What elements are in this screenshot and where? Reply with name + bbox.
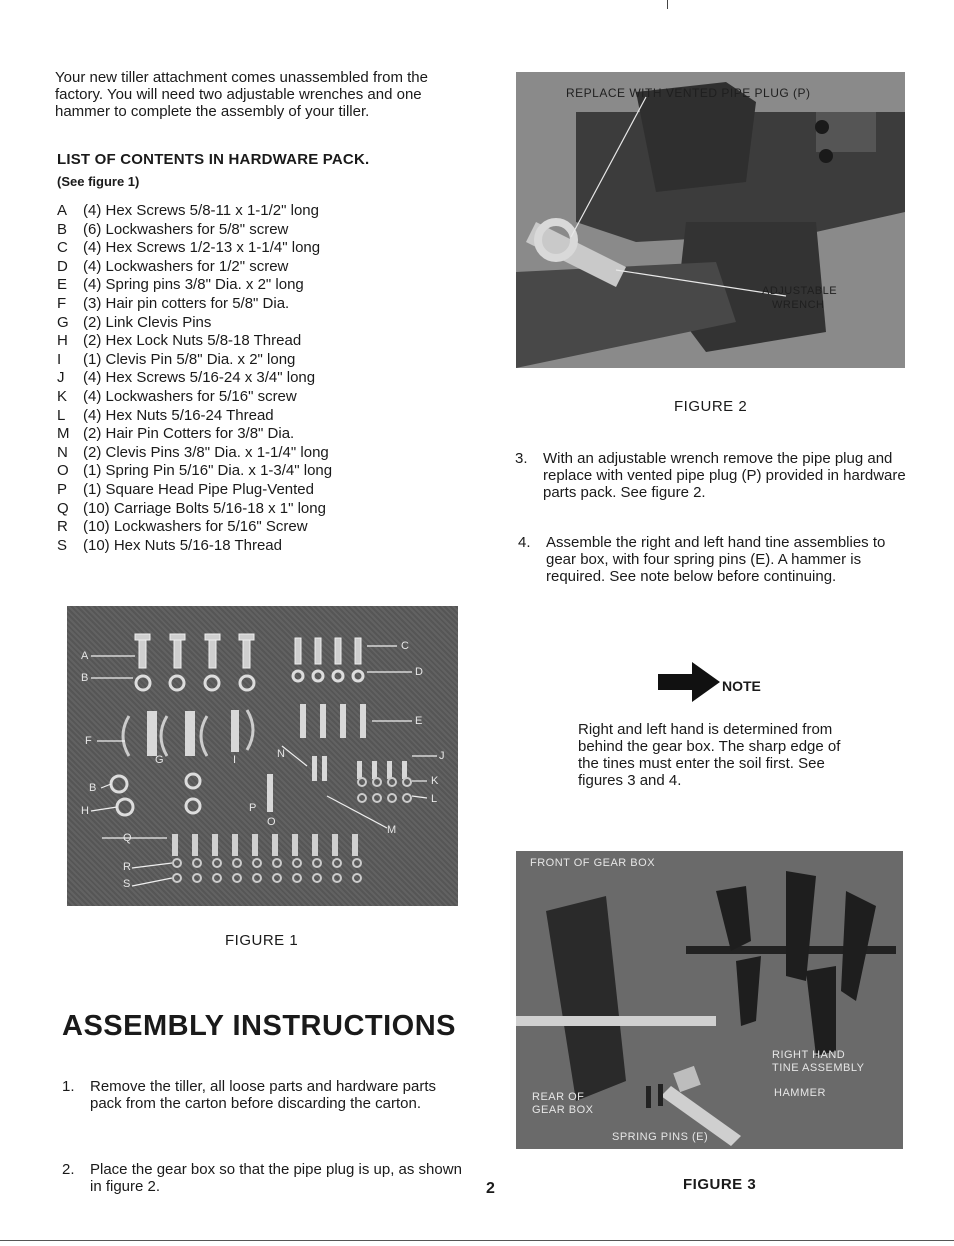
part-letter: H: [57, 332, 68, 350]
hardware-part-row: [57, 407, 332, 426]
figure-2-photo: [516, 72, 905, 368]
page-bottom-rule: [0, 1240, 954, 1241]
hardware-part-row: [57, 202, 332, 221]
part-description: (2) Link Clevis Pins: [83, 313, 212, 331]
hardware-part-row: [57, 462, 332, 481]
part-description: (6) Lockwashers for 5/8" screw: [83, 220, 289, 238]
page-number: 2: [486, 1180, 495, 1197]
hardware-part-row: [57, 481, 332, 500]
step-number: 3.: [515, 450, 528, 467]
part-letter: B: [57, 220, 68, 238]
note-arrow-icon: [658, 662, 720, 702]
fig1-label-f: F: [85, 735, 93, 747]
fig1-label-p: P: [249, 802, 257, 814]
fig1-label-n: N: [277, 748, 286, 760]
part-description: (1) Square Head Pipe Plug-Vented: [83, 480, 314, 498]
fig1-label-j: J: [439, 750, 445, 762]
hardware-part-row: [57, 500, 332, 519]
fig2-label-wrench-1: ADJUSTABLE: [762, 285, 838, 297]
step-2: [62, 1161, 472, 1201]
fig1-label-c: C: [401, 640, 410, 652]
fig1-label-k: K: [431, 775, 439, 787]
fig1-label-g: G: [155, 754, 165, 766]
part-letter: D: [57, 257, 68, 275]
part-description: (1) Clevis Pin 5/8" Dia. x 2" long: [83, 350, 296, 368]
top-tick-mark: [667, 0, 668, 9]
part-description: (4) Lockwashers for 1/2" screw: [83, 257, 289, 275]
fig3-label-rear-2: GEAR BOX: [532, 1104, 594, 1116]
fig1-label-r: R: [123, 861, 132, 873]
gear-box-wrench-illustration: [516, 72, 905, 368]
hardware-part-row: [57, 314, 332, 333]
part-description: (4) Hex Screws 1/2-13 x 1-1/4" long: [83, 239, 321, 257]
fig2-label-wrench-2: WRENCH: [772, 299, 825, 311]
intro-paragraph: Your new tiller attachment comes unassembled from the factory. You will need two adjustable wrenches and one hammer to complete the assembly of your tiller.: [55, 69, 428, 120]
hardware-parts-list: [57, 202, 332, 555]
part-description: (10) Lockwashers for 5/16" Screw: [83, 518, 308, 536]
note-label: NOTE: [722, 678, 761, 694]
assembly-instructions-heading: ASSEMBLY INSTRUCTIONS: [62, 1010, 456, 1042]
note-text: Right and left hand is determined from behind the gear box. The sharp edge of the tines must enter the soil first. See figures 3 and 4.: [578, 721, 841, 789]
fig3-label-right-1: RIGHT HAND: [772, 1049, 846, 1061]
fig1-label-i: I: [233, 754, 237, 766]
step-text: Remove the tiller, all loose parts and hardware parts pack from the carton before discarding the carton.: [90, 1078, 437, 1112]
fig1-label-o: O: [267, 816, 277, 828]
fig1-label-s: S: [123, 878, 131, 890]
part-description: (4) Spring pins 3/8" Dia. x 2" long: [83, 276, 304, 294]
hardware-part-row: [57, 369, 332, 388]
fig1-label-a: A: [81, 650, 89, 662]
fig3-label-front: FRONT OF GEAR BOX: [530, 857, 656, 869]
part-letter: K: [57, 387, 68, 405]
figure-3-caption: FIGURE 3: [683, 1176, 757, 1193]
step-text: With an adjustable wrench remove the pipe plug and replace with vented pipe plug (P) provided in hardware parts pack. See figure 2.: [543, 450, 906, 501]
step-1: [62, 1078, 462, 1134]
part-description: (1) Spring Pin 5/16" Dia. x 1-3/4" long: [83, 462, 333, 480]
part-letter: E: [57, 276, 68, 294]
part-description: (3) Hair pin cotters for 5/8" Dia.: [83, 294, 290, 312]
part-letter: L: [57, 406, 66, 424]
hardware-list-subtitle: (See figure 1): [57, 174, 140, 189]
part-description: (4) Hex Screws 5/8-11 x 1-1/2" long: [83, 202, 319, 219]
hardware-part-row: [57, 332, 332, 351]
figure-3-photo: [516, 851, 903, 1149]
step-number: 4.: [518, 534, 531, 551]
part-description: (2) Hair Pin Cotters for 3/8" Dia.: [83, 425, 295, 443]
step-text: Place the gear box so that the pipe plug is up, as shown in figure 2.: [90, 1161, 462, 1195]
hardware-part-row: [57, 425, 332, 444]
part-description: (2) Hex Lock Nuts 5/8-18 Thread: [83, 332, 302, 350]
fig3-label-spring-pins: SPRING PINS (E): [612, 1131, 709, 1143]
fig1-label-q: Q: [123, 832, 133, 844]
fig1-label-l: L: [431, 793, 438, 805]
hardware-part-row: [57, 351, 332, 370]
part-letter: P: [57, 480, 68, 498]
figure-1-photo: [67, 606, 458, 906]
hardware-part-row: [57, 518, 332, 537]
part-description: (10) Carriage Bolts 5/16-18 x 1" long: [83, 499, 326, 517]
part-description: (10) Hex Nuts 5/16-18 Thread: [83, 536, 282, 554]
step-4: [518, 534, 918, 590]
step-number: 1.: [62, 1078, 75, 1095]
part-letter: S: [57, 536, 68, 554]
hardware-part-row: [57, 221, 332, 240]
part-letter: N: [57, 443, 68, 461]
fig3-label-rear-1: REAR OF: [532, 1091, 585, 1103]
step-3: [515, 450, 915, 506]
hardware-part-row: [57, 258, 332, 277]
figure-2-caption: FIGURE 2: [674, 398, 748, 415]
fig1-label-h: H: [81, 805, 90, 817]
fig3-label-hammer: HAMMER: [774, 1087, 826, 1099]
hardware-part-row: [57, 295, 332, 314]
part-letter: I: [57, 350, 62, 368]
part-letter: A: [57, 202, 68, 219]
hardware-part-row: [57, 239, 332, 258]
fig1-label-b: B: [81, 672, 89, 684]
step-text: Assemble the right and left hand tine assemblies to gear box, with four spring pins (E). A hammer is required. See note below before continuing.: [546, 534, 886, 585]
hardware-list-title: LIST OF CONTENTS IN HARDWARE PACK.: [57, 151, 370, 168]
part-description: (4) Hex Screws 5/16-24 x 3/4" long: [83, 369, 316, 387]
part-letter: M: [57, 425, 70, 443]
fig2-label-vented-plug: REPLACE WITH VENTED PIPE PLUG (P): [566, 86, 811, 100]
part-letter: O: [57, 462, 69, 480]
part-description: (2) Clevis Pins 3/8" Dia. x 1-1/4" long: [83, 443, 329, 461]
fig1-label-d: D: [415, 666, 424, 678]
figure-1-caption: FIGURE 1: [225, 932, 299, 949]
part-letter: Q: [57, 499, 69, 517]
part-letter: F: [57, 294, 67, 312]
part-letter: J: [57, 369, 65, 387]
fig1-label-b2: B: [89, 782, 97, 794]
hardware-part-row: [57, 276, 332, 295]
hardware-part-row: [57, 444, 332, 463]
part-letter: R: [57, 518, 68, 536]
fig3-label-right-2: TINE ASSEMBLY: [772, 1062, 865, 1074]
fig1-label-e: E: [415, 715, 423, 727]
part-description: (4) Hex Nuts 5/16-24 Thread: [83, 406, 274, 424]
fig1-label-m: M: [387, 824, 397, 836]
step-number: 2.: [62, 1161, 75, 1178]
hardware-part-row: [57, 537, 332, 556]
part-letter: G: [57, 313, 69, 331]
part-letter: C: [57, 239, 68, 257]
part-description: (4) Lockwashers for 5/16" screw: [83, 387, 297, 405]
hardware-part-row: [57, 388, 332, 407]
